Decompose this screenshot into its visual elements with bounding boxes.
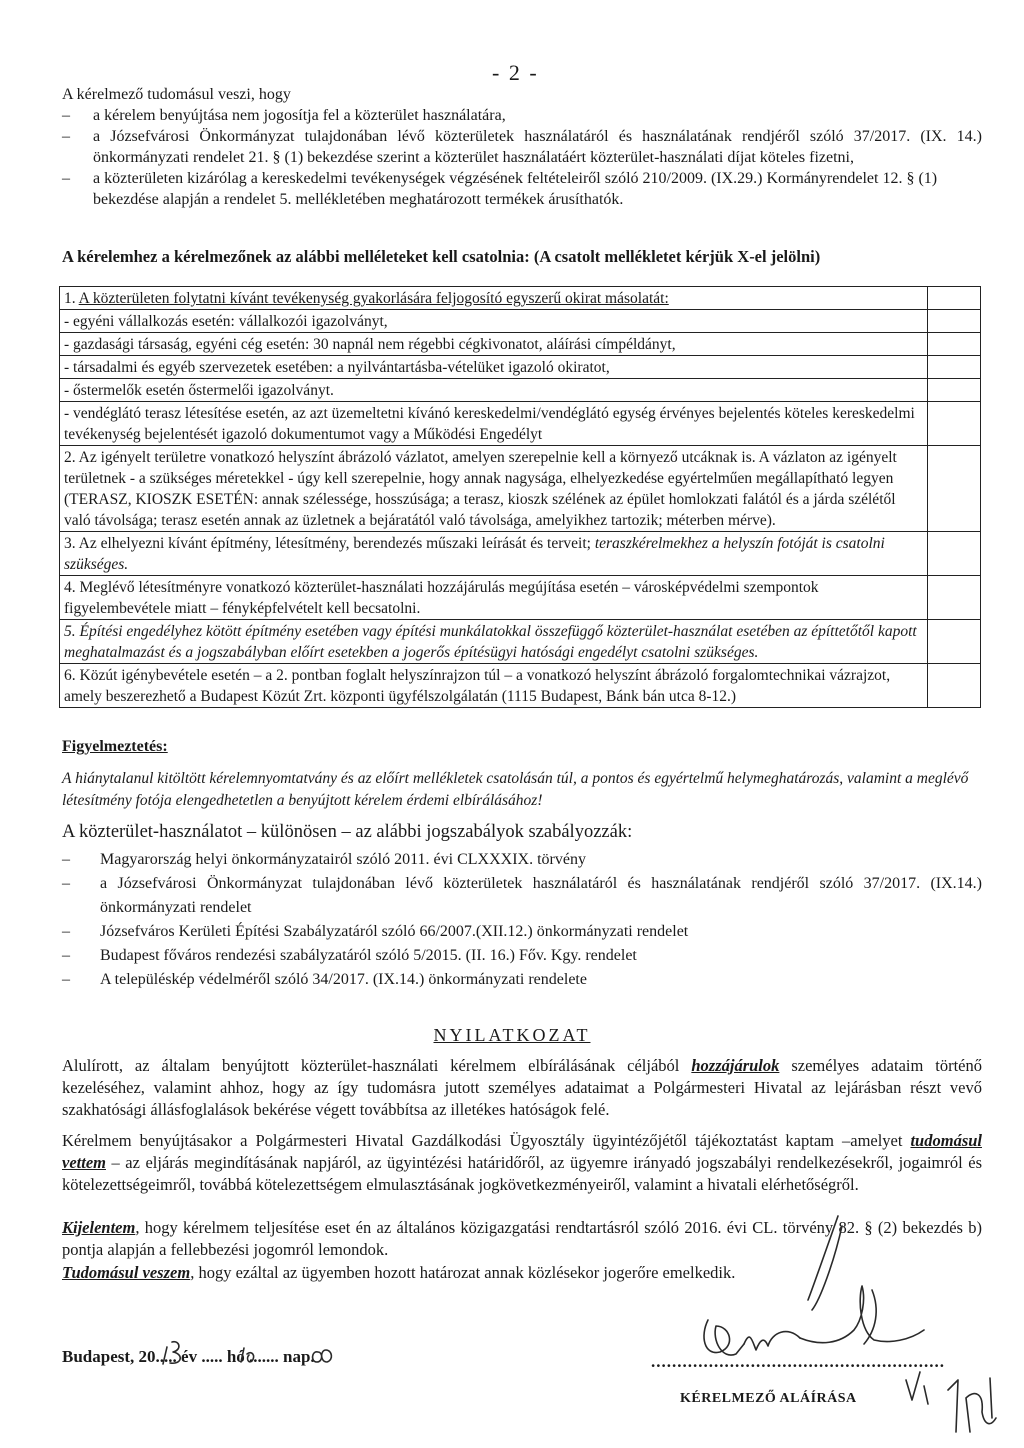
paragraph-text: személyes adataim történő kezeléséhez, valamint ahhoz, hogy az így tudomásra jutott személyes adataimat a Polgármesteri Hivatal az lejárásban részt vevő szakhatósági állásfoglalások bekérése végett továbbítsa az illetékes hatóságok felé.	[62, 1056, 983, 1119]
item-text: Meglévő létesítményre vonatkozó közterület-használati hozzájárulás megújítása esetén – városképvédelmi szempontok figyelembevétele miatt – fényképfelvételt kell becsatolni.	[64, 579, 819, 617]
item-number: 6.	[64, 667, 76, 684]
handwriting-stroke	[948, 1378, 996, 1432]
signature-label: KÉRELMEZŐ ALÁÍRÁSA	[680, 1391, 857, 1406]
attachment-cell: - egyéni vállalkozás esetén: vállalkozói igazolványt,	[60, 310, 928, 333]
item-number: 5.	[64, 623, 76, 640]
item-text: Az elhelyezni kívánt építmény, létesítmény, berendezés műszaki leírását és terveit;	[78, 535, 595, 552]
warning-text: A hiánytalanul kitöltött kérelemnyomtatvány és az előírt mellékletek csatolásán túl, a pontos és egyértelmű helymeghatározás, valamint a meglévő létesítmény fotója elengedhetetlen a benyújtott kérelem érdemi elbírálásához!	[62, 770, 969, 809]
handwriting-stroke	[744, 1332, 800, 1350]
handwriting-stroke	[808, 1216, 842, 1310]
emphasis-text: Kijelentem	[62, 1218, 136, 1237]
emphasis-text: hozzájárulok	[691, 1056, 780, 1075]
handwriting-stroke	[864, 1290, 876, 1344]
intro-item: – a közterületen kizárólag a kereskedelmi tevékenységek végzésének feltételeiről szóló 210/2009. (IX.29.) Kormányrendelet 12. § (1) bekezdése alapján a rendelet 5. mellékletében meghatározott termékek árusíthatók.	[62, 168, 982, 210]
attachment-cell: - társadalmi és egyéb szervezetek esetében: a nyilvántartásba-vételüket igazoló okiratot,	[60, 356, 928, 379]
item-text: A közterületen folytatni kívánt tevékenység gyakorlására feljogosító egyszerű okirat másolatát:	[78, 290, 669, 307]
intro-item: – a Józsefvárosi Önkormányzat tulajdonában lévő közterületek használatáról és használatának rendjéről szóló 37/2017. (IX. 14.) önkormányzati rendelet 21. § (1) bekezdése szerint a közterület használatáért közterület-használati díjat köteles fizetni,	[62, 126, 982, 168]
page-number: - 2 -	[492, 60, 539, 85]
item-note: teraszkérelmekhez a helyszín fotóját is csatolni szükséges.	[64, 535, 885, 573]
signature-line: ........................................................	[651, 1352, 945, 1371]
item-text: Az igényelt területre vonatkozó helyszínt ábrázoló vázlatot, amelyen szerepelnie kell a környező utcáknak is. A vázlaton az igényelt területnek - a szükséges méretekkel - úgy kell szerepelnie, hogy annak nagysága, elhelyezkedése egyértelműen megállapítható legyen (TERASZ, KIOSZK ESETÉN: annak szélessége, hosszúsága; a terasz, kioszk szélének az épület homlokzati falától és a járda szélétől való távolsága; terasz esetén annak az üzletnek a bejáratától való távolsága, amelyikhez tartozik; méterben mérve).	[64, 449, 897, 529]
warning-heading: Figyelmeztetés:	[62, 738, 168, 755]
emphasis-text: Tudomásul veszem	[62, 1263, 191, 1282]
attachment-cell: - őstermelők esetén őstermelői igazolványt.	[60, 379, 928, 402]
attachment-cell: - vendéglátó terasz létesítése esetén, az azt üzemeltetni kívánó kereskedelmi/vendéglátó egység érvényes bejelentés köteles kereskedelmi tevékenység bejelentését igazoló dokumentumot vagy a Működési Engedélyt	[60, 402, 928, 446]
paragraph-text: , hogy kérelmem teljesítése eset én az általános közigazgatási rendtartásról szóló 2016. évi CL. törvény 82. § (2) bekezdés b) pontja alapján a fellebbezési jogomról lemondok.	[62, 1218, 982, 1259]
item-text: Közút igénybevétele esetén – a 2. pontban foglalt helyszínrajzon túl – a vonatkozó helyszínt ábrázoló forgalomtechnikai vázrajzot, amely beszerezhető a Budapest Közút Zrt. központi ügyfélszolgálatán (1115 Budapest, Bánk bán utca 8-12.)	[64, 667, 891, 705]
intro-lead: A kérelmező tudomásul veszi, hogy	[62, 86, 291, 103]
paragraph-text: Alulírott, az általam benyújtott közterület-használati kérelmem elbírálásának céljából	[62, 1056, 692, 1075]
law-item: – A településkép védelméről szóló 34/2017. (IX.14.) önkormányzati rendelete	[62, 968, 982, 992]
intro-item: – a kérelem benyújtása nem jogosítja fel a közterület használatára,	[62, 105, 982, 126]
item-number: 4.	[64, 579, 76, 596]
attachments-heading: A kérelemhez a kérelmezőnek az alábbi melléleteket kell csatolnia: (A csatolt mellékletet kérjük X-el jelölni)	[62, 247, 821, 266]
emphasis-text: tudomásul vettem	[62, 1131, 982, 1172]
handwriting-stroke	[241, 1348, 254, 1362]
handwriting-stroke	[906, 1372, 928, 1404]
declaration-title: NYILATKOZAT	[433, 1025, 591, 1045]
law-item: – Budapest főváros rendezési szabályzatáról szóló 5/2015. (II. 16.) Főv. Kgy. rendelet	[62, 944, 982, 968]
handwriting-stroke	[704, 1320, 744, 1355]
law-item: – Magyarország helyi önkormányzatairól szóló 2011. évi CLXXXIX. törvény	[62, 848, 982, 872]
handwriting-stroke	[800, 1286, 924, 1343]
item-number: 1.	[64, 290, 76, 307]
paragraph-text: , hogy ezáltal az ügyemben hozott határozat annak közlésekor jogerőre emelkedik.	[190, 1263, 736, 1282]
place-date-line: Budapest, 20..... év ..... hó ....... nap.	[62, 1347, 315, 1366]
law-item: – Józsefváros Kerületi Építési Szabályzatáról szóló 66/2007.(XII.12.) önkormányzati rendelet	[62, 920, 982, 944]
handwriting-stroke	[163, 1342, 180, 1364]
laws-heading: A közterület-használatot – különösen – az alábbi jogszabályok szabályozzák:	[62, 822, 633, 842]
paragraph-text: Kérelmem benyújtásakor a Polgármesteri Hivatal Gazdálkodási Ügyosztály ügyintézőjétől tájékoztatást kaptam –amelyet	[62, 1131, 911, 1150]
handwriting-stroke	[313, 1350, 332, 1362]
attachment-cell: - gazdasági társaság, egyéni cég esetén: 30 napnál nem régebbi cégkivonatot, aláírási címpéldányt,	[60, 333, 928, 356]
item-number: 2.	[64, 449, 76, 466]
paragraph-text: – az eljárás megindításának napjáról, az ügyintézési határidőről, az ügyemre irányadó jogszabályi rendelkezésekről, jogaimról és kötelezettségeimről, továbbá kötelezettségem elmulasztásának jogkövetkezményeiről, valamint a hivatali elérhetőségről.	[62, 1153, 982, 1194]
item-text: Építési engedélyhez kötött építmény esetében vagy építési munkálatokkal összefüggő közterület-használat esetében az építtetőtől kapott meghatalmazást és a jogszabályban előírt esetekben a jogerős építésügyi hatósági engedélyt csatolni szükséges.	[64, 623, 917, 661]
law-item: – a Józsefvárosi Önkormányzat tulajdonában lévő közterületek használatáról és használatának rendjéről szóló 37/2017. (IX.14.) önkormányzati rendelet	[62, 872, 982, 920]
item-number: 3.	[64, 535, 76, 552]
